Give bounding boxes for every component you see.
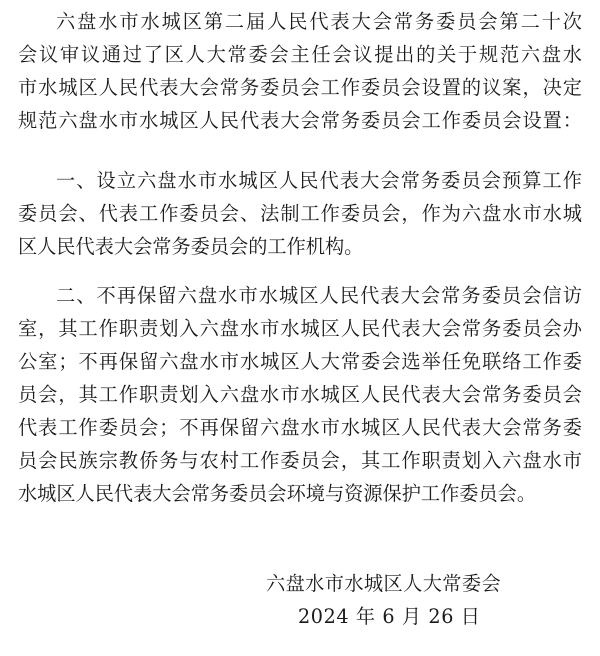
text-line-6: 委员会、代表工作委员会、法制工作委员会，作为六盘水市水城 xyxy=(18,202,582,225)
signature-date: 2024 年 6 月 26 日 xyxy=(298,605,481,628)
text-line-8: 二、不再保留六盘水市水城区人民代表大会常务委员会信访 xyxy=(56,284,582,307)
text-line-11: 员会，其工作职责划入六盘水市水城区人民代表大会常务委员会 xyxy=(18,383,582,406)
text-line-14: 水城区人民代表大会常务委员会环境与资源保护工作委员会。 xyxy=(18,482,537,505)
text-line-1: 六盘水市水城区第二届人民代表大会常务委员会第二十次 xyxy=(56,10,582,33)
text-line-4: 规范六盘水市水城区人民代表大会常务委员会工作委员会设置： xyxy=(18,109,582,132)
text-line-10: 公室；不再保留六盘水市水城区人大常委会选举任免联络工作委 xyxy=(18,350,582,373)
text-line-12: 代表工作委员会；不再保留六盘水市水城区人民代表大会常务委 xyxy=(18,416,582,439)
text-line-2: 会议审议通过了区人大常委会主任会议提出的关于规范六盘水 xyxy=(18,43,582,66)
text-line-5: 一、设立六盘水市水城区人民代表大会常务委员会预算工作 xyxy=(56,169,582,192)
text-line-3: 市水城区人民代表大会常务委员会工作委员会设置的议案，决定 xyxy=(18,76,582,99)
text-line-13: 员会民族宗教侨务与农村工作委员会，其工作职责划入六盘水市 xyxy=(18,449,582,472)
signature-organization: 六盘水市水城区人大常委会 xyxy=(266,572,502,595)
text-line-9: 室，其工作职责划入六盘水市水城区人民代表大会常务委员会办 xyxy=(18,317,582,340)
text-line-7: 区人民代表大会常务委员会的工作机构。 xyxy=(18,235,364,258)
